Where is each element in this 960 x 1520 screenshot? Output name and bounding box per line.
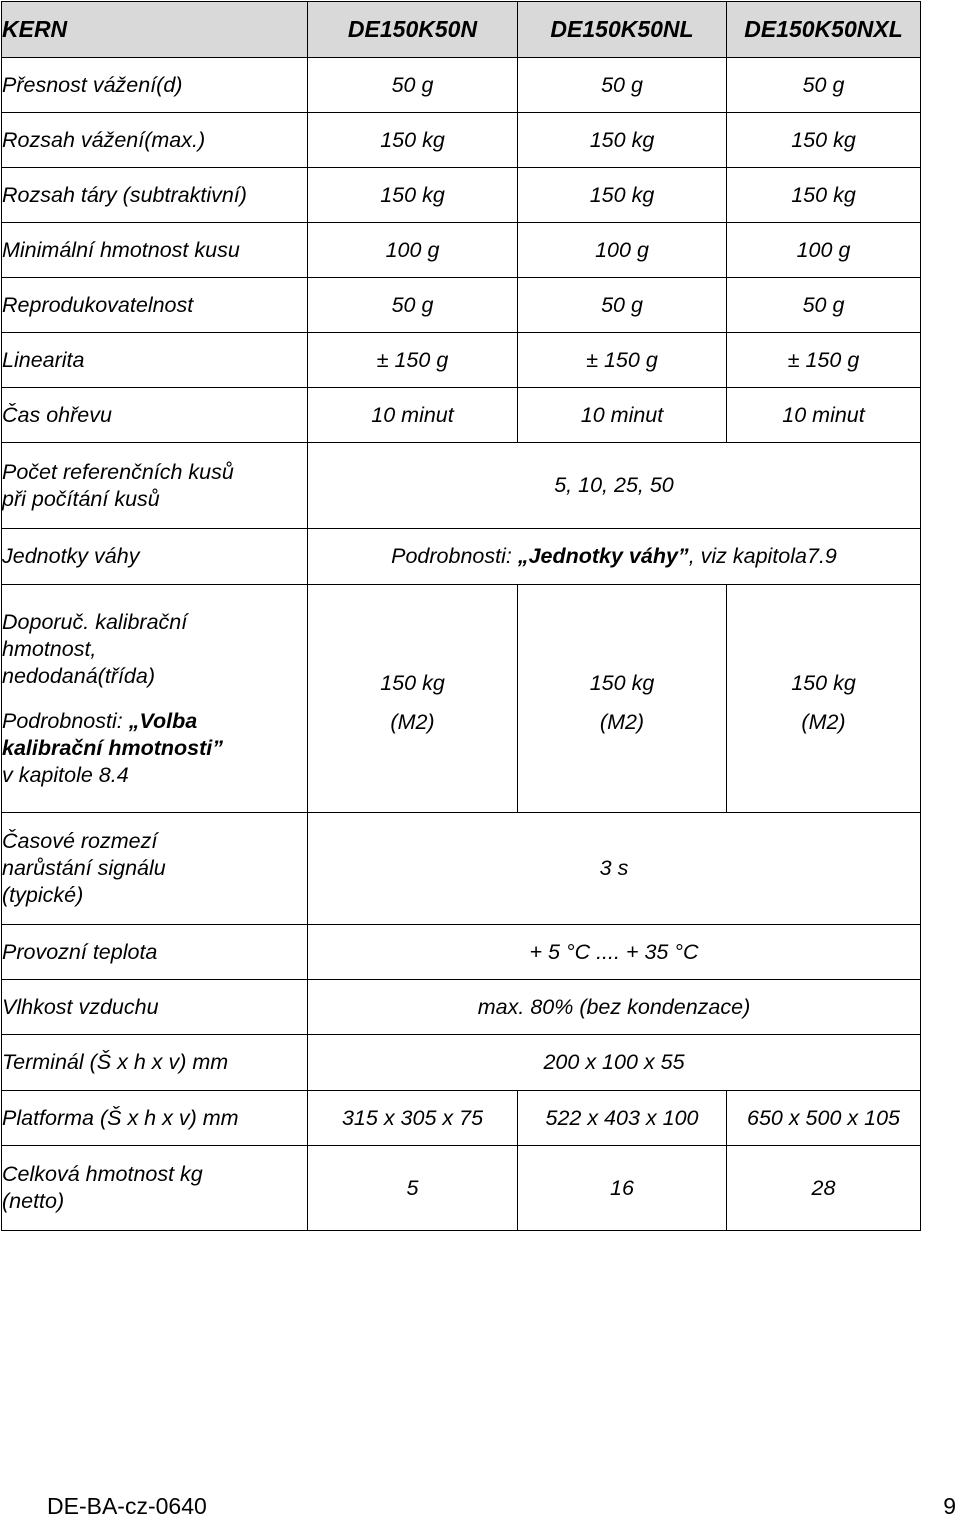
row-value: 50 g — [518, 278, 727, 333]
row-value: 10 minut — [308, 388, 518, 443]
row-value — [727, 585, 921, 813]
row-value: 522 x 403 x 100 — [518, 1091, 727, 1146]
brand-cell: KERN — [2, 2, 308, 58]
row-value: 150 kg — [308, 113, 518, 168]
label-line: Celková hmotnost kg — [2, 1162, 203, 1186]
table-row — [2, 443, 921, 529]
label-line: Časové rozmezí — [2, 829, 158, 853]
row-value: ± 150 g — [308, 333, 518, 388]
label-line: narůstání signálu — [2, 856, 166, 880]
page-number: 9 — [943, 1493, 956, 1519]
label-line: hmotnost, — [2, 636, 97, 661]
table-row — [2, 925, 921, 980]
accuracy-class: (M2) — [390, 709, 435, 734]
calibration-weight: 150 kg — [791, 670, 856, 695]
row-label: Provozní teplota — [2, 925, 308, 980]
accuracy-class: (M2) — [599, 709, 645, 734]
table-row — [2, 1091, 921, 1146]
table-row — [2, 58, 921, 113]
label-line: nedodaná(třída) — [2, 663, 155, 688]
label-line: (netto) — [2, 1189, 65, 1213]
row-value: max. 80% (bez kondenzace) — [308, 980, 921, 1035]
row-value: 28 — [727, 1146, 921, 1231]
label-line: (typické) — [2, 883, 84, 907]
chapter-reference: „Jednotky váhy” — [517, 544, 689, 568]
row-label: Čas ohřevu — [2, 388, 308, 443]
row-label — [2, 1146, 308, 1231]
table-row — [2, 529, 921, 585]
row-value: 150 kg — [518, 168, 727, 223]
row-value: + 5 °C .... + 35 °C — [308, 925, 921, 980]
row-label — [2, 443, 308, 529]
label-line: v kapitole 8.4 — [2, 762, 129, 787]
detail-prefix: Podrobnosti: — [2, 708, 129, 733]
row-value: 50 g — [308, 58, 518, 113]
detail-prefix: Podrobnosti: — [391, 544, 518, 568]
table-row — [2, 168, 921, 223]
row-label — [2, 813, 308, 925]
row-value: 150 kg — [727, 113, 921, 168]
detail-suffix: , viz kapitola7.9 — [688, 544, 837, 568]
row-value: 50 g — [518, 58, 727, 113]
row-label: Linearita — [2, 333, 308, 388]
row-value: 50 g — [308, 278, 518, 333]
row-label: Reprodukovatelnost — [2, 278, 308, 333]
row-value: 150 kg — [727, 168, 921, 223]
table-row — [2, 223, 921, 278]
spacer — [2, 690, 307, 708]
row-value: 100 g — [308, 223, 518, 278]
row-value: 100 g — [727, 223, 921, 278]
table-row — [2, 980, 921, 1035]
row-value: ± 150 g — [727, 333, 921, 388]
row-value: 150 kg — [518, 113, 727, 168]
row-label: Rozsah táry (subtraktivní) — [2, 168, 308, 223]
row-label: Vlhkost vzduchu — [2, 980, 308, 1035]
row-label — [2, 585, 308, 813]
row-value: 150 kg — [308, 168, 518, 223]
table-header-row — [2, 2, 921, 58]
model-header: DE150K50NXL — [727, 2, 921, 58]
table-row — [2, 278, 921, 333]
row-value: ± 150 g — [518, 333, 727, 388]
label-line: Počet referenčních kusů — [2, 459, 234, 484]
row-value: 200 x 100 x 55 — [308, 1035, 921, 1091]
label-line: při počítání kusů — [2, 486, 160, 511]
model-header: DE150K50NL — [518, 2, 727, 58]
row-value: 50 g — [727, 58, 921, 113]
row-value: 100 g — [518, 223, 727, 278]
label-line: Doporuč. kalibrační — [2, 609, 188, 634]
chapter-reference: kalibrační hmotnosti” — [2, 735, 224, 760]
row-value: 10 minut — [518, 388, 727, 443]
row-label: Rozsah vážení(max.) — [2, 113, 308, 168]
row-label: Jednotky váhy — [2, 529, 308, 585]
row-label: Platforma (Š x h x v) mm — [2, 1091, 308, 1146]
row-value: 16 — [518, 1146, 727, 1231]
chapter-reference: „Volba — [128, 708, 198, 733]
accuracy-class: (M2) — [801, 709, 846, 734]
row-value — [518, 585, 727, 813]
table-row — [2, 333, 921, 388]
model-header: DE150K50N — [308, 2, 518, 58]
row-label: Terminál (Š x h x v) mm — [2, 1035, 308, 1091]
calibration-weight: 150 kg — [589, 670, 655, 695]
table-row — [2, 388, 921, 443]
table-row — [2, 813, 921, 925]
row-value: 315 x 305 x 75 — [308, 1091, 518, 1146]
calibration-weight: 150 kg — [380, 670, 445, 695]
specifications-table — [1, 1, 921, 1231]
row-value: 50 g — [727, 278, 921, 333]
row-value: 5 — [308, 1146, 518, 1231]
row-value: 3 s — [308, 813, 921, 925]
row-label: Minimální hmotnost kusu — [2, 223, 308, 278]
table-row — [2, 1146, 921, 1231]
label-line — [2, 708, 307, 735]
row-label: Přesnost vážení(d) — [2, 58, 308, 113]
document-id: DE-BA-cz-0640 — [47, 1493, 207, 1519]
row-value — [308, 585, 518, 813]
table-row — [2, 113, 921, 168]
row-value: 5, 10, 25, 50 — [308, 443, 921, 529]
table-row — [2, 1035, 921, 1091]
row-value — [308, 529, 921, 585]
row-value: 650 x 500 x 105 — [727, 1091, 921, 1146]
row-value: 10 minut — [727, 388, 921, 443]
table-row — [2, 585, 921, 813]
